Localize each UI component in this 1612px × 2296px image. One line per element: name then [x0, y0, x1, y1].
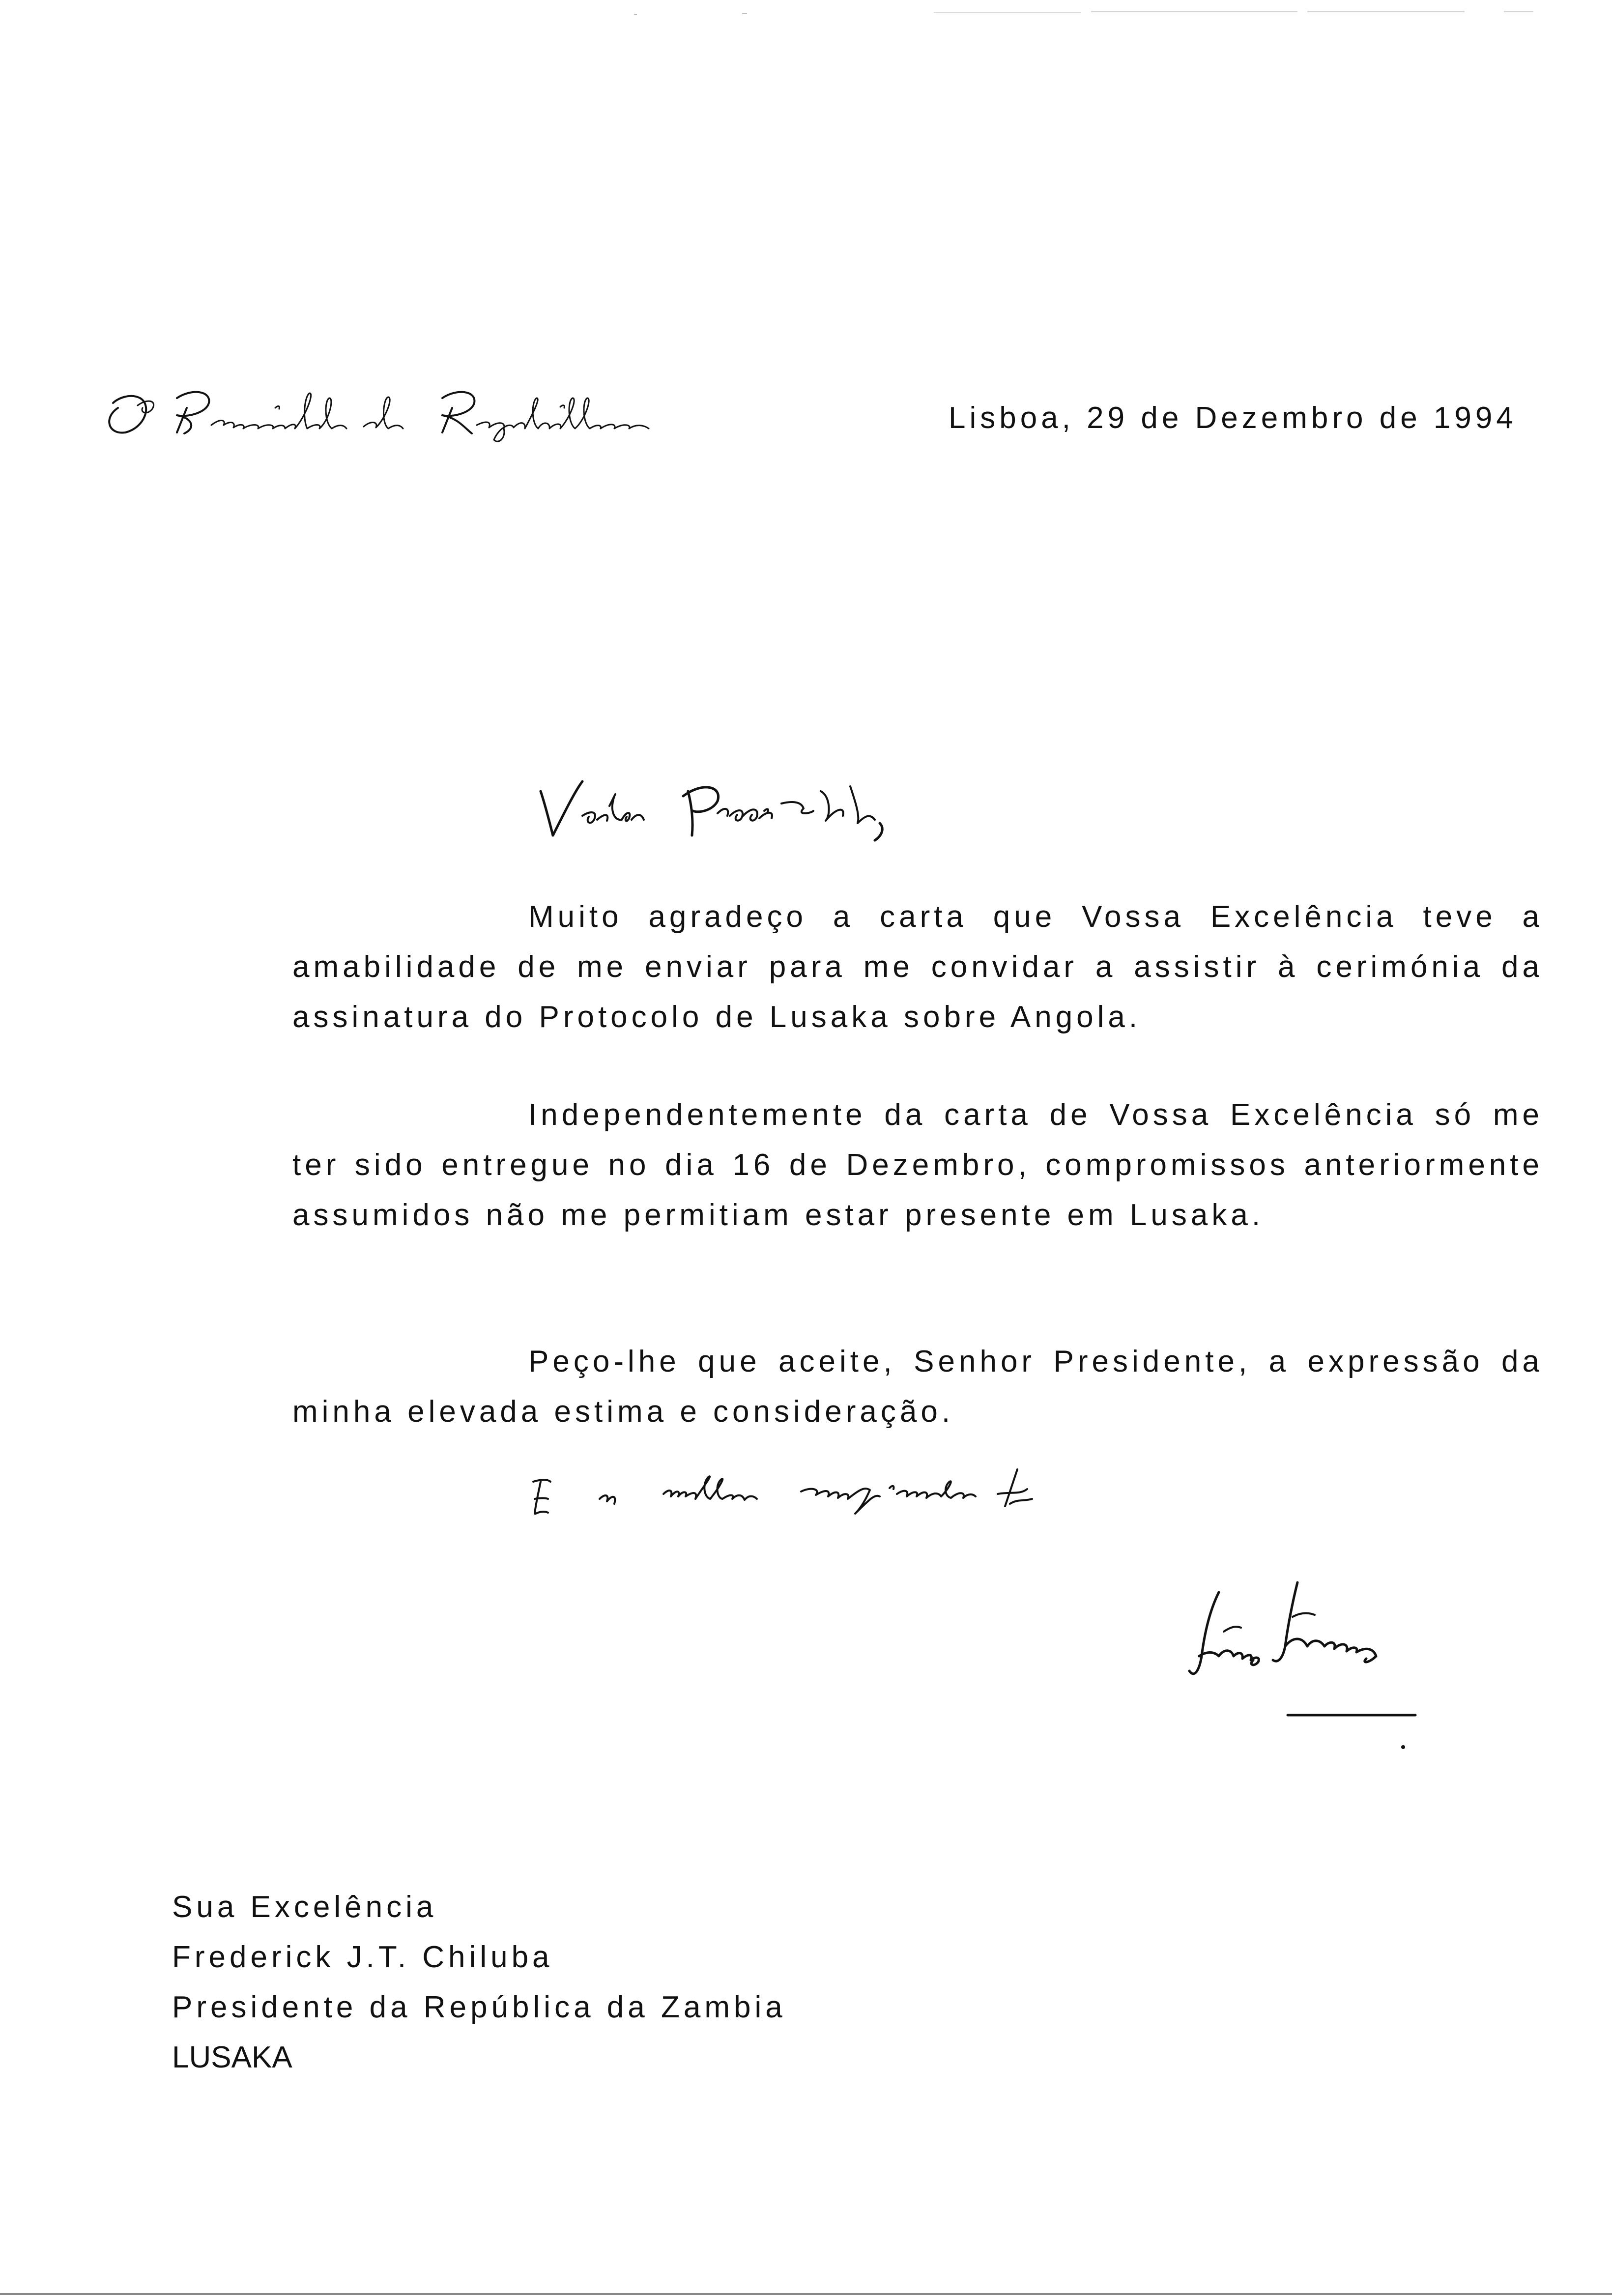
paragraph-text: Muito agradeço a carta que Vossa Excelência teve a amabilidade de me enviar para me convidar a assistir à cerimónia da assinatura do Protocolo de Lusaka sobre Angola. — [292, 900, 1543, 1034]
signature — [1150, 1573, 1455, 1754]
scan-specks-top — [0, 0, 1612, 15]
letterhead-calligraphy — [98, 378, 737, 447]
letterhead — [98, 378, 737, 447]
salutation — [536, 762, 968, 850]
salutation-handwriting — [536, 762, 968, 850]
handwritten-closing — [526, 1460, 1293, 1528]
body-paragraph-3 — [292, 1337, 1543, 1437]
signature-handwriting — [1150, 1573, 1455, 1754]
addressee-line-3: Presidente da República da Zambia — [172, 1990, 786, 2024]
addressee-line-4: LUSAKA — [172, 2040, 292, 2074]
addressee-line-2: Frederick J.T. Chiluba — [172, 1940, 553, 1974]
closing-handwriting — [526, 1460, 1293, 1528]
paragraph-text: Peço-lhe que aceite, Senhor Presidente, a expressão da minha elevada estima e consideração. — [292, 1345, 1543, 1429]
addressee-block — [172, 1882, 786, 2083]
body-paragraph-1 — [292, 892, 1543, 1042]
addressee-line-1: Sua Excelência — [172, 1890, 437, 1924]
paragraph-text: Independentemente da carta de Vossa Excelência só me ter sido entregue no dia 16 de Dezembro, compromissos anteriormente assumidos não me permitiam estar presente em Lusaka. — [292, 1098, 1543, 1232]
date-line: Lisboa, 29 de Dezembro de 1994 — [949, 401, 1517, 435]
body-paragraph-2 — [292, 1090, 1543, 1240]
scan-edge-bottom — [0, 2280, 1612, 2295]
